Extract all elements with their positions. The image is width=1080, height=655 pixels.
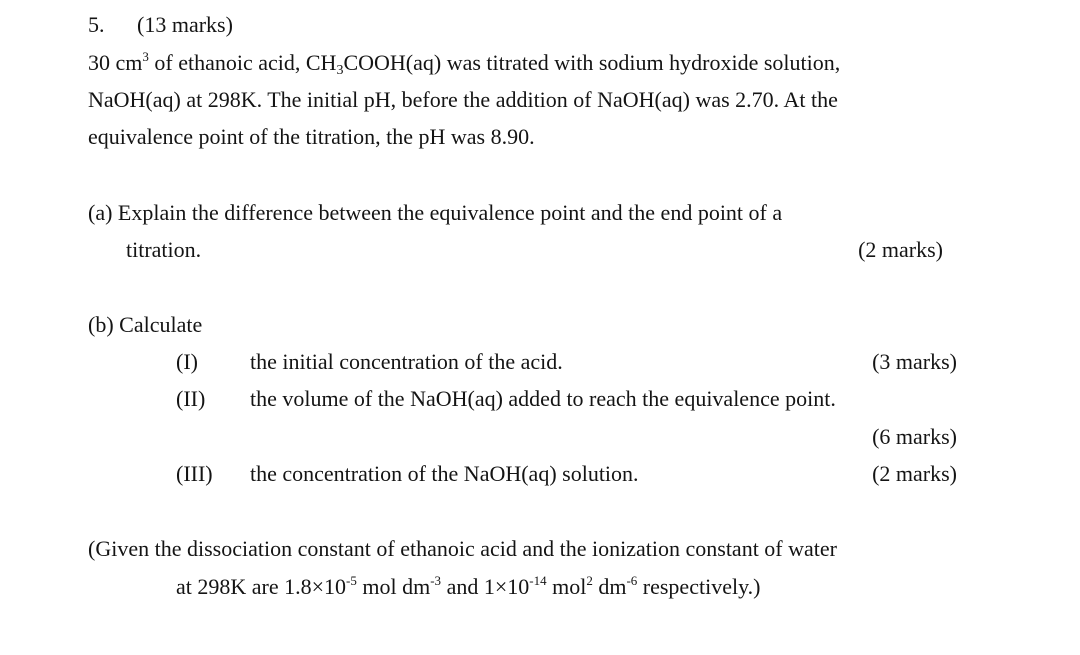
intro-text: COOH(aq) was titrated with sodium hydroxide solution, bbox=[343, 50, 841, 75]
part-a-line-1: (a) Explain the difference between the equivalence point and the end point of a bbox=[88, 200, 783, 225]
given-text: and 1×10 bbox=[441, 574, 530, 599]
intro-line-2: NaOH(aq) at 298K. The initial pH, before the addition of NaOH(aq) was 2.70. At the bbox=[88, 87, 838, 112]
part-b-item-marks: (6 marks) bbox=[872, 424, 957, 449]
intro-text: of ethanoic acid, CH bbox=[148, 50, 337, 75]
volume-text: 30 cm bbox=[88, 50, 143, 75]
part-b-item-text: the volume of the NaOH(aq) added to reach the equivalence point. bbox=[250, 386, 836, 411]
part-b-item-marks: (3 marks) bbox=[872, 349, 957, 374]
given-text: mol bbox=[546, 574, 587, 599]
superscript: -3 bbox=[430, 573, 442, 588]
part-b-item-marks: (2 marks) bbox=[872, 461, 957, 486]
superscript: 2 bbox=[586, 573, 593, 588]
part-a-line-2: titration. bbox=[126, 237, 202, 262]
part-b-item-numeral: (II) bbox=[176, 386, 206, 411]
given-text: at 298K are 1.8×10 bbox=[176, 574, 347, 599]
given-text: respectively.) bbox=[637, 574, 761, 599]
intro-line-3: equivalence point of the titration, the pH was 8.90. bbox=[88, 124, 535, 149]
given-text: dm bbox=[592, 574, 627, 599]
superscript: 3 bbox=[142, 49, 149, 64]
part-b-heading: (b) Calculate bbox=[88, 312, 203, 337]
part-b-item-text: the initial concentration of the acid. bbox=[250, 349, 563, 374]
part-b-item-numeral: (I) bbox=[176, 349, 198, 374]
question-total-marks: (13 marks) bbox=[137, 12, 233, 37]
subscript: 3 bbox=[336, 63, 344, 78]
superscript: -6 bbox=[626, 573, 638, 588]
given-line-1: (Given the dissociation constant of ethanoic acid and the ionization constant of water bbox=[88, 536, 837, 561]
given-line-2 bbox=[176, 573, 761, 599]
question-number: 5. bbox=[88, 12, 105, 37]
intro-line-1 bbox=[88, 49, 841, 78]
given-text: mol dm bbox=[356, 574, 431, 599]
superscript: -5 bbox=[346, 573, 357, 588]
superscript: -14 bbox=[529, 573, 547, 588]
part-b-item-numeral: (III) bbox=[176, 461, 213, 486]
part-b-item-text: the concentration of the NaOH(aq) solution. bbox=[250, 461, 639, 486]
part-a-marks: (2 marks) bbox=[858, 237, 943, 262]
